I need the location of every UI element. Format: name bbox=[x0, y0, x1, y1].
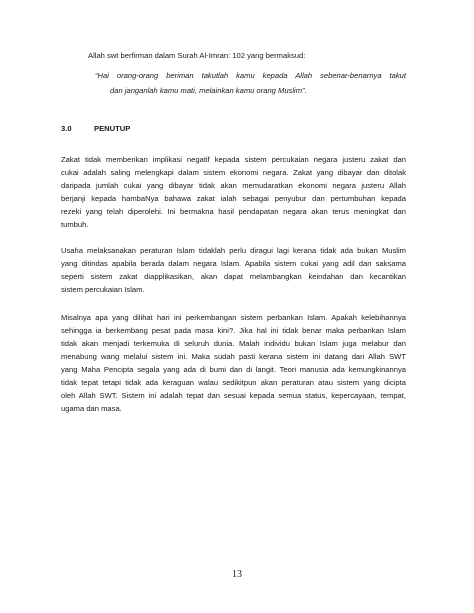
paragraph-2-line-4: sistem percukaian Islam. bbox=[61, 285, 145, 294]
paragraph-1-line-3: daripada jumlah cukai yang dibayar tidak akan memudaratkan ekonomi negara justeru Allah bbox=[61, 181, 406, 190]
paragraph-3-line-3: tidak akan menjadi terkemuka di seluruh dunia. Malah individu bukan Islam juga melabur dan bbox=[61, 339, 406, 348]
paragraph-3-line-1: Misalnya apa yang dilihat hari ini perkembangan sistem perbankan Islam. Apakah kelebihannya bbox=[61, 313, 406, 322]
quote-line-2: dan janganlah kamu mati, melainkan kamu orang Muslim”. bbox=[110, 86, 307, 95]
paragraph-2-line-1: Usaha melaksanakan peraturan Islam tidaklah perlu diragui lagi kerana tidak ada bukan Muslim bbox=[61, 246, 406, 255]
paragraph-3-line-6: tidak tepat tetapi tidak ada keraguan walau sedikitpun akan peraturan atau sistem yang dicipta bbox=[61, 378, 406, 387]
section-number: 3.0 bbox=[61, 124, 72, 133]
paragraph-3-line-8: ugama dan masa. bbox=[61, 404, 122, 413]
paragraph-2-line-3: seperti sistem zakat diapplikasikan, akan dapat melambangkan keindahan dan kecantikan bbox=[61, 272, 406, 281]
paragraph-1-line-6: tumbuh. bbox=[61, 220, 89, 229]
paragraph-1-line-4: berjanji kepada hambaNya bahawa zakat ialah sebagai penyubur dan pertumbuhan kepada bbox=[61, 194, 406, 203]
section-title: PENUTUP bbox=[94, 124, 131, 133]
paragraph-3-line-5: yang Maha Pencipta segala yang ada di bumi dan di langit. Teori manusia ada kemungkinannya bbox=[61, 365, 406, 374]
paragraph-3-line-2: sehingga ia berkembang pesat pada masa kini?. Jika hal ini tidak benar maka perbankan Islam bbox=[61, 326, 406, 335]
paragraph-2-line-2: yang ditindas apabila berada dalam negara Islam. Apabila sistem cukai yang adil dan saksama bbox=[61, 259, 406, 268]
paragraph-1-line-5: rezeki yang telah diperolehi. Ini bermakna hasil pendapatan negara akan terus meningkat dan bbox=[61, 207, 406, 216]
paragraph-1-line-2: cukai adalah saling melengkapi dalam sistem ekonomi negara. Zakat yang dibayar dan ditolak bbox=[61, 168, 406, 177]
page-number: 13 bbox=[232, 569, 242, 580]
paragraph-3-line-7: oleh Allah SWT. Sistem ini adalah tepat dan sesuai kepada semua status, kepercayaan, tempat, bbox=[61, 391, 406, 400]
paragraph-3-line-4: menabung wang melalui sistem ini. Maka sudah pasti kerana sistem ini datang dari Allah SWT bbox=[61, 352, 406, 361]
paragraph-1-line-1: Zakat tidak memberikan implikasi negatif kepada sistem percukaian negara justeru zakat dan bbox=[61, 155, 406, 164]
intro-line: Allah swt berfirman dalam Surah Al-Imran: 102 yang bermaksud: bbox=[88, 51, 306, 60]
quote-line-1: “Hai orang-orang beriman takutlah kamu kepada Allah sebenar-benarnya takut bbox=[95, 71, 406, 80]
